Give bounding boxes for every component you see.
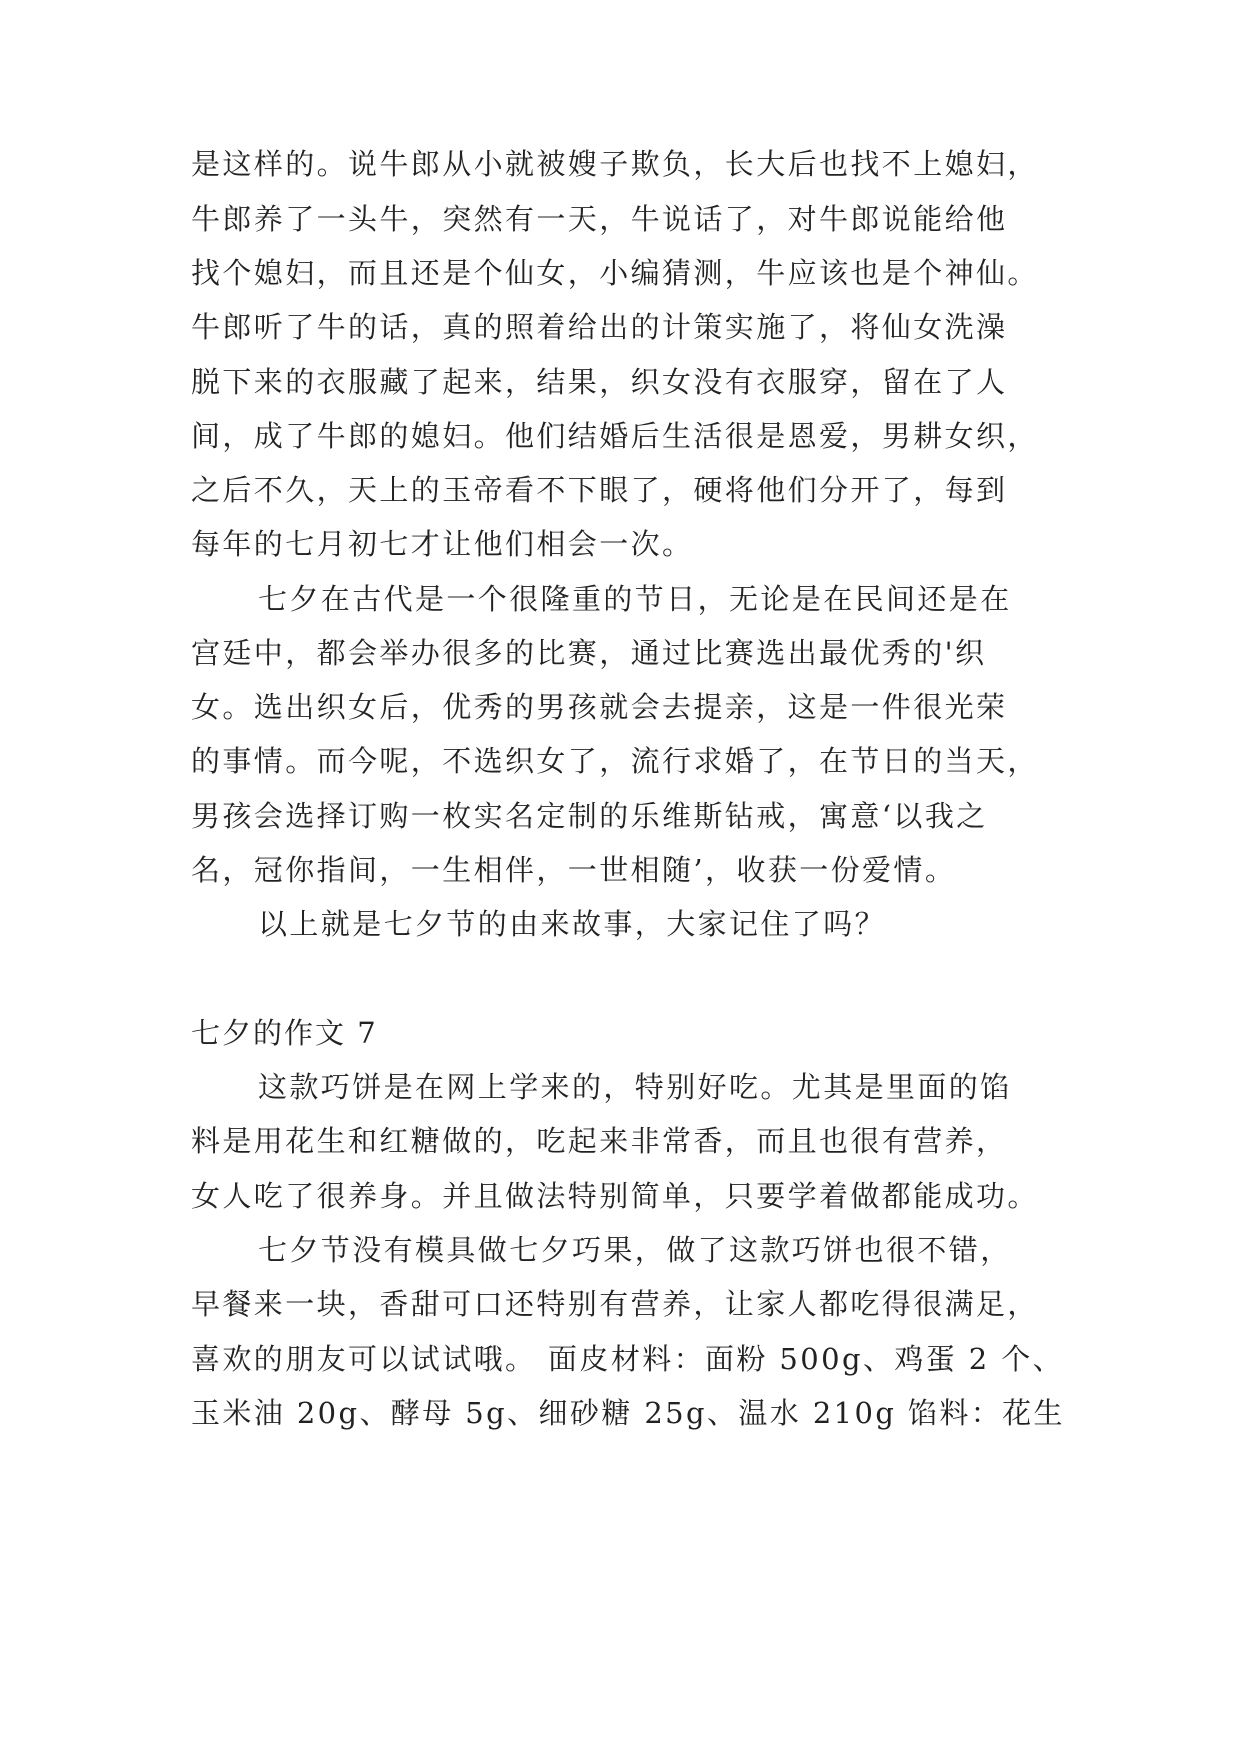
- text-line: 牛郎听了牛的话，真的照着给出的计策实施了，将仙女洗澡: [191, 310, 1008, 344]
- text-line: 牛郎养了一头牛，突然有一天，牛说话了，对牛郎说能给他: [191, 202, 1008, 236]
- text-line: 玉米油 20g、酵母 5g、细砂糖 25g、温水 210g 馅料：花生: [191, 1396, 1065, 1430]
- text-line: 料是用花生和红糖做的，吃起来非常香，而且也很有营养，: [191, 1124, 1008, 1158]
- text-line: 间，成了牛郎的媳妇。他们结婚后生活很是恩爱，男耕女织，: [191, 419, 1039, 453]
- text-line: 之后不久，天上的玉帝看不下眼了，硬将他们分开了，每到: [191, 473, 1008, 507]
- section-title: 七夕的作文 7: [191, 1016, 378, 1050]
- text-line: 女人吃了很养身。并且做法特别简单，只要学着做都能成功。: [191, 1179, 1039, 1213]
- text-line: 喜欢的朋友可以试试哦。 面皮材料：面粉 500g、鸡蛋 2 个、: [191, 1342, 1065, 1376]
- text-line: 宫廷中，都会举办很多的比赛，通过比赛选出最优秀的'织: [191, 636, 987, 670]
- text-line: 女。选出织女后，优秀的男孩就会去提亲，这是一件很光荣: [191, 690, 1008, 724]
- text-line: 名，冠你指间，一生相伴，一世相随’，收获一份爱情。: [191, 853, 957, 887]
- text-line: 男孩会选择订购一枚实名定制的乐维斯钻戒，寓意‘以我之: [191, 799, 988, 833]
- text-line: 找个媳妇，而且还是个仙女，小编猜测，牛应该也是个神仙。: [191, 256, 1039, 290]
- text-line: 脱下来的衣服藏了起来，结果，织女没有衣服穿，留在了人: [191, 365, 1008, 399]
- text-line: 每年的七月初七才让他们相会一次。: [191, 527, 694, 561]
- text-line: 七夕节没有模具做七夕巧果，做了这款巧饼也很不错，: [258, 1233, 1012, 1267]
- closing-sentence: 以上就是七夕节的由来故事，大家记住了吗？: [258, 907, 887, 941]
- text-line: 早餐来一块，香甜可口还特别有营养，让家人都吃得很满足，: [191, 1287, 1039, 1321]
- text-line: 七夕在古代是一个很隆重的节日，无论是在民间还是在: [258, 582, 1012, 616]
- text-line: 是这样的。说牛郎从小就被嫂子欺负，长大后也找不上媳妇，: [191, 147, 1039, 181]
- text-line: 的事情。而今呢，不选织女了，流行求婚了，在节日的当天，: [191, 744, 1039, 778]
- text-line: 这款巧饼是在网上学来的，特别好吃。尤其是里面的馅: [258, 1070, 1012, 1104]
